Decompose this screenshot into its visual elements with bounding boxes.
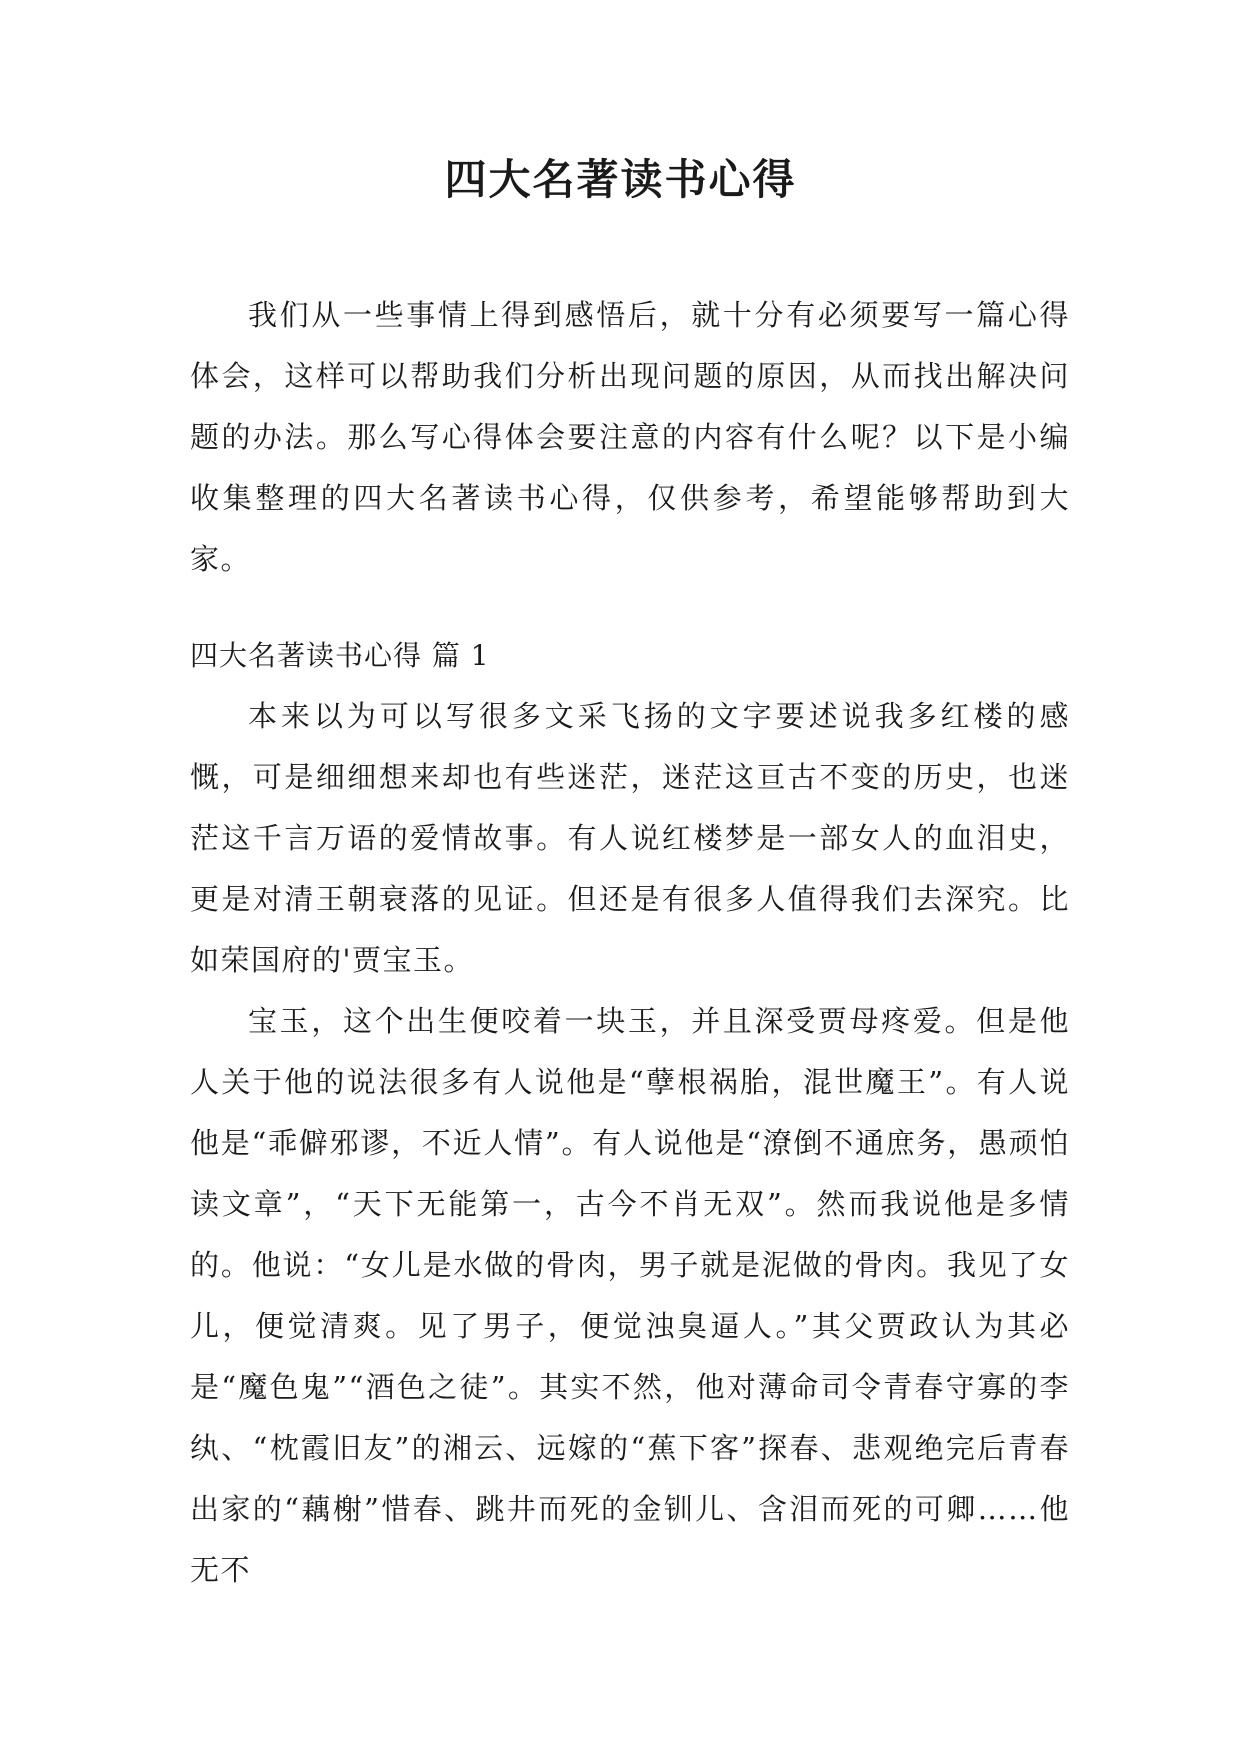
intro-paragraph: 我们从一些事情上得到感悟后，就十分有必须要写一篇心得体会，这样可以帮助我们分析出现问题的原因，从而找出解决问题的办法。那么写心得体会要注意的内容有什么呢？以下是小编收集整理的四大名著读书心得，仅供参考，希望能够帮助到大家。 <box>190 298 1070 576</box>
section-heading: 四大名著读书心得 篇 1 <box>190 639 490 672</box>
document-title: 四大名著读书心得 <box>444 155 797 204</box>
body-paragraph-1: 本来以为可以写很多文采飞扬的文字要述说我多红楼的感慨，可是细细想来却也有些迷茫，迷茫这亘古不变的历史，也迷茫这千言万语的爱情故事。有人说红楼梦是一部女人的血泪史，更是对清王朝衰落的见证。但还是有很多人值得我们去深究。比如荣国府的'贾宝玉。 <box>190 699 1070 977</box>
body-paragraph-2: 宝玉，这个出生便咬着一块玉，并且深受贾母疼爱。但是他人关于他的说法很多有人说他是“孽根祸胎，混世魔王”。有人说他是“乖僻邪谬，不近人情”。有人说他是“潦倒不通庶务，愚顽怕读文章”，“天下无能第一，古今不肖无双”。然而我说他是多情的。他说：“女儿是水做的骨肉，男子就是泥做的骨肉。我见了女儿，便觉清爽。见了男子，便觉浊臭逼人。”其父贾政认为其必是“魔色鬼”“酒色之徒”。其实不然，他对薄命司令青春守寡的李纨、“枕霞旧友”的湘云、远嫁的“蕉下客”探春、悲观绝完后青春出家的“藕榭”惜春、跳井而死的金钏儿、含泪而死的可卿……他无不 <box>190 1004 1070 1587</box>
document-body <box>190 285 1070 1601</box>
